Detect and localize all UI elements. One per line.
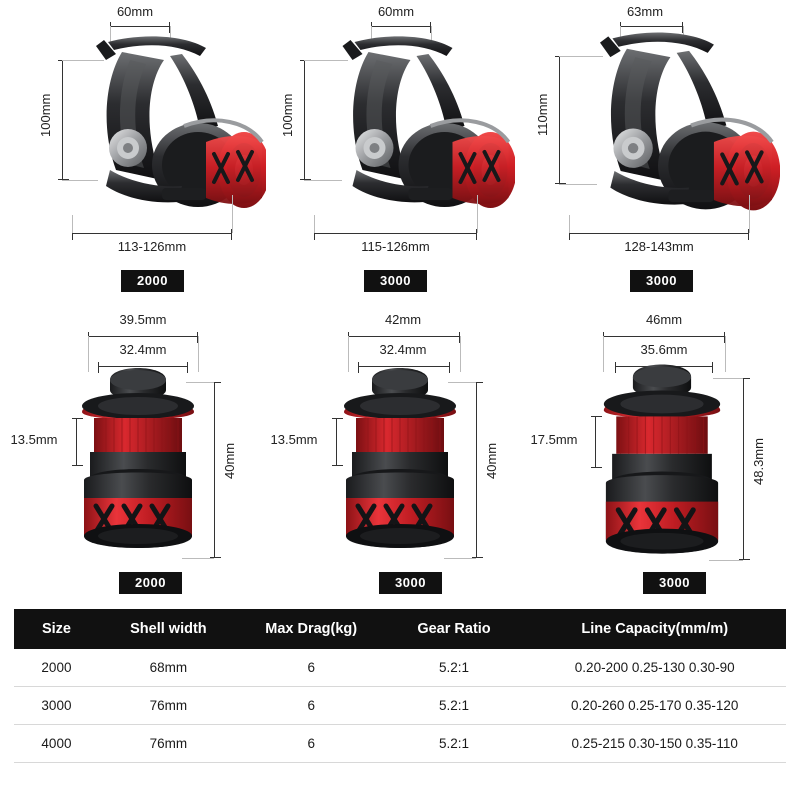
table-row <box>14 649 786 687</box>
cell-shell-width: 76mm <box>99 687 238 725</box>
cell-gear-ratio: 5.2:1 <box>385 725 524 763</box>
header-line-capacity: Line Capacity(mm/m) <box>523 609 786 649</box>
spool-1-lip-label: 13.5mm <box>10 432 58 447</box>
spinning-reel-image-3 <box>565 26 780 228</box>
spool-3-size-tag: 3000 <box>643 572 706 594</box>
table-header-row <box>14 609 786 649</box>
spool-panel-3 <box>530 300 800 600</box>
reel-3-width-label: 63mm <box>626 4 664 19</box>
spool-3-height-line <box>743 378 744 560</box>
reel-1-length-guide-left <box>72 215 73 233</box>
reel-3-length-label: 128-143mm <box>624 239 694 254</box>
reel-2-length-line <box>314 233 477 234</box>
cell-max-drag: 6 <box>238 725 385 763</box>
reel-1-length-guide-right <box>232 195 233 233</box>
spool-3-outer-line <box>603 336 725 337</box>
cell-line-capacity: 0.20-260 0.25-170 0.35-120 <box>523 687 786 725</box>
spool-2-height-label: 40mm <box>484 442 499 480</box>
reel-1-width-line <box>110 26 170 27</box>
cell-gear-ratio: 5.2:1 <box>385 649 524 687</box>
spool-2-lip-label: 13.5mm <box>270 432 318 447</box>
spool-2-size-tag: 3000 <box>379 572 442 594</box>
reel-3-length-line <box>569 233 749 234</box>
header-max-drag: Max Drag(kg) <box>238 609 385 649</box>
reel-3-length-guide-left <box>569 215 570 233</box>
spool-panel-1 <box>0 300 266 600</box>
spool-panel-2 <box>266 300 533 600</box>
spool-3-outer-label: 46mm <box>645 312 683 327</box>
reel-panel-3 <box>533 0 800 300</box>
reel-2-size-tag: 3000 <box>364 270 427 292</box>
specification-table <box>14 609 786 763</box>
reel-1-length-line <box>72 233 232 234</box>
reel-1-length-label: 113-126mm <box>117 239 187 254</box>
spool-2-outer-line <box>348 336 460 337</box>
cell-shell-width: 68mm <box>99 649 238 687</box>
spool-1-inner-label: 32.4mm <box>119 342 167 357</box>
reel-1-size-tag: 2000 <box>121 270 184 292</box>
cell-size: 4000 <box>14 725 99 763</box>
cell-size: 2000 <box>14 649 99 687</box>
reel-2-length-guide-left <box>314 215 315 233</box>
header-shell-width: Shell width <box>99 609 238 649</box>
reel-1-height-label: 100mm <box>38 93 53 137</box>
spool-image-3 <box>597 352 727 564</box>
spinning-reel-image-1 <box>66 30 266 225</box>
cell-max-drag: 6 <box>238 649 385 687</box>
spool-2-height-line <box>476 382 477 558</box>
cell-shell-width: 76mm <box>99 725 238 763</box>
spool-3-lip-line <box>595 416 596 468</box>
spool-3-lip-label: 17.5mm <box>530 432 578 447</box>
spool-1-height-line <box>214 382 215 558</box>
reel-panel-1 <box>0 0 266 300</box>
spool-1-height-label: 40mm <box>222 442 237 480</box>
spool-1-outer-label: 39.5mm <box>119 312 167 327</box>
spool-2-outer-label: 42mm <box>384 312 422 327</box>
cell-line-capacity: 0.25-215 0.30-150 0.35-110 <box>523 725 786 763</box>
header-gear-ratio: Gear Ratio <box>385 609 524 649</box>
spool-2-inner-label: 32.4mm <box>379 342 427 357</box>
reel-3-height-line <box>559 56 560 184</box>
spool-1-outer-line <box>88 336 198 337</box>
table-row <box>14 687 786 725</box>
reel-1-height-line <box>62 60 63 180</box>
spool-image-1 <box>78 356 198 560</box>
reel-2-height-label: 100mm <box>280 93 295 137</box>
reel-2-width-line <box>371 26 431 27</box>
reel-2-length-label: 115-126mm <box>361 239 430 254</box>
reel-3-length-guide-right <box>749 195 750 233</box>
reel-3-size-tag: 3000 <box>630 270 693 292</box>
cell-line-capacity: 0.20-200 0.25-130 0.30-90 <box>523 649 786 687</box>
reel-1-width-label: 60mm <box>116 4 154 19</box>
reel-3-height-label: 110mm <box>535 93 550 137</box>
reel-2-width-label: 60mm <box>377 4 415 19</box>
spool-3-height-label: 48.3mm <box>751 438 766 486</box>
spool-1-outer-guide-right <box>198 336 199 372</box>
cell-size: 3000 <box>14 687 99 725</box>
spool-3-inner-label: 35.6mm <box>640 342 688 357</box>
header-size: Size <box>14 609 99 649</box>
reel-panel-2 <box>266 0 533 300</box>
spinning-reel-image-2 <box>310 30 515 225</box>
spool-1-size-tag: 2000 <box>119 572 182 594</box>
reel-2-length-guide-right <box>477 195 478 233</box>
cell-max-drag: 6 <box>238 687 385 725</box>
reel-2-height-line <box>304 60 305 180</box>
spool-2-lip-line <box>336 418 337 466</box>
cell-gear-ratio: 5.2:1 <box>385 687 524 725</box>
spool-image-2 <box>338 356 462 560</box>
spool-1-lip-line <box>76 418 77 466</box>
table-row <box>14 725 786 763</box>
